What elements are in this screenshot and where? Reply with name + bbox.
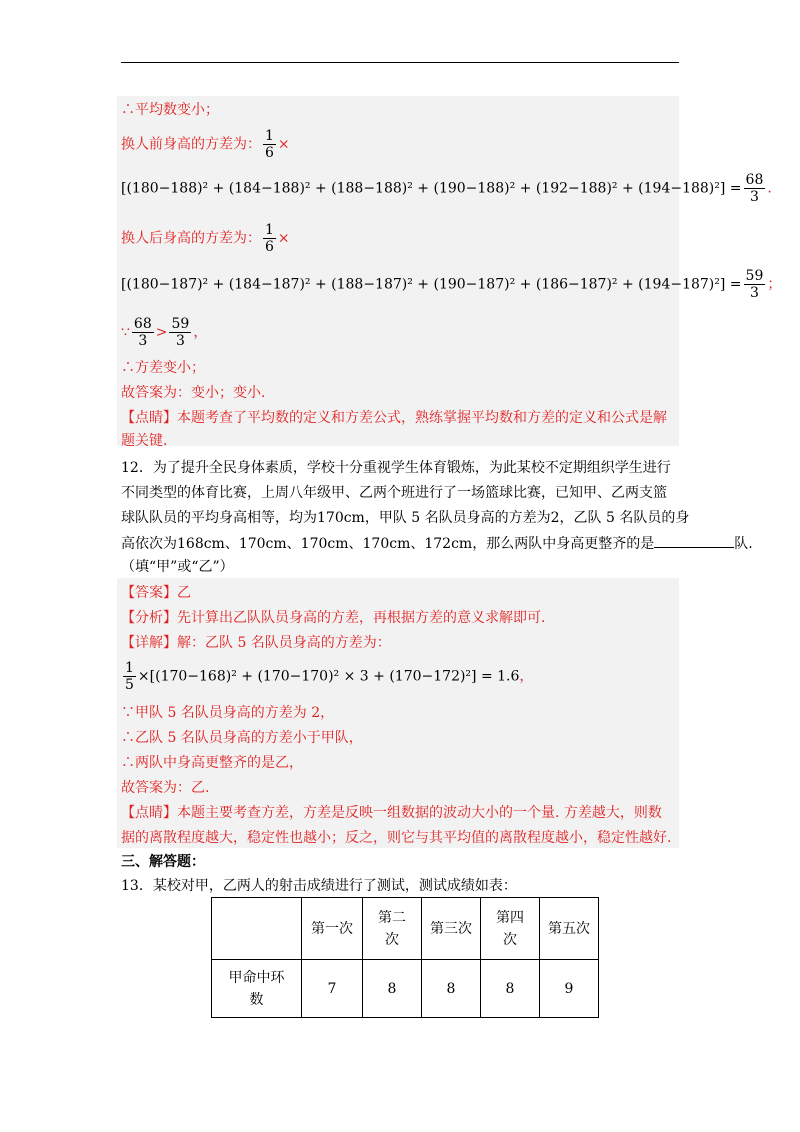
- score-table: [211, 897, 599, 1018]
- table-cell: 9: [540, 960, 599, 1018]
- table-header-cell: 第三次: [422, 898, 481, 960]
- q11-mean-smaller: ∴平均数变小；: [121, 102, 219, 118]
- q12-detail-line: [121, 633, 391, 653]
- table-header-cell: 第五次: [540, 898, 599, 960]
- q12-calc-end: ，: [519, 668, 534, 685]
- table-cell: 7: [302, 960, 363, 1018]
- q12-fill-hint: （填“甲”或“乙”）: [121, 559, 234, 575]
- header-rule: [121, 62, 679, 63]
- comment-text: 本题考查了平均数的定义和方差公式，熟练掌握平均数和方差的定义和公式是解: [177, 410, 667, 426]
- q11-before-result: $\frac{68}{3}$: [745, 172, 764, 205]
- q11-after-formula: [121, 268, 781, 301]
- q12-answer-final: 故答案为：乙.: [121, 780, 210, 796]
- q11-comment-line2: 题关键.: [121, 433, 168, 449]
- table-row-label: 甲命中环 数: [212, 960, 302, 1018]
- q11-one-sixth-fraction: $\frac{1}{6}$: [265, 128, 274, 161]
- q11-before-formula: [121, 172, 772, 205]
- q11-after-end: ；: [767, 276, 782, 293]
- q12-heights: 高依次为168cm、170cm、170cm、170cm、172cm，那么两队中身高更整齐的是: [121, 536, 655, 552]
- q11-after-result: $\frac{59}{3}$: [745, 268, 764, 301]
- table-header-cell: [212, 898, 302, 960]
- q12-stem-line2: 不同类型的体育比赛，上周八年级甲、乙两个班进行了一场篮球比赛，已知甲、乙两支篮: [121, 485, 667, 501]
- q12-reason3: ∴两队中身高更整齐的是乙，: [121, 755, 303, 771]
- table-header-cell: 第四 次: [481, 898, 540, 960]
- q12-stem-line3: 球队队员的平均身高相等，均为170cm，甲队 5 名队员身高的方差为2，乙队 5 名队员的身: [121, 510, 690, 526]
- table-header-cell: 第一次: [302, 898, 363, 960]
- q11-variance-smaller: ∴方差变小；: [121, 360, 205, 376]
- q11-comment-line1: [121, 408, 667, 428]
- comment-tag: 【点睛】: [121, 805, 177, 821]
- table-cell: 8: [363, 960, 422, 1018]
- q11-compare-comma: ，: [193, 324, 208, 341]
- q12-comment-line2: 据的离散程度越大，稳定性也越小；反之，则它与其平均值的离散程度越小，稳定性越好.: [121, 830, 672, 846]
- q12-reason2: ∴乙队 5 名队员身高的方差小于甲队，: [121, 730, 363, 746]
- q11-before-end: .: [767, 180, 772, 197]
- comment-text: 本题主要考查方差，方差是反映一组数据的波动大小的一个量. 方差越大，则数: [177, 805, 662, 821]
- q13-stem: 13．某校对甲，乙两人的射击成绩进行了测试，测试成绩如表：: [121, 878, 517, 894]
- q11-one-sixth-fraction-2: $\frac{1}{6}$: [265, 222, 274, 255]
- table-header-cell: 第二 次: [363, 898, 422, 960]
- q12-analysis-line: [121, 608, 545, 628]
- q12-answer-line: [121, 583, 191, 603]
- q12-calc-expression: ×[(170−168)² + (170−170)² × 3 + (170−172)²] = 1.6: [137, 668, 520, 685]
- detail-text: 解：乙队 5 名队员身高的方差为：: [177, 635, 391, 651]
- q11-after-expression: [(180−187)² + (184−187)² + (188−187)² + (190−187)² + (186−187)² + (194−187)²] =: [121, 276, 742, 293]
- q11-after-label: 换人后身高的方差为：: [121, 230, 261, 247]
- q12-team-suffix: 队.: [734, 536, 753, 552]
- greater-than-sign: >: [155, 324, 168, 341]
- section-heading: 三、解答题：: [121, 854, 205, 870]
- table-cell: 8: [481, 960, 540, 1018]
- q11-before-label: 换人前身高的方差为：: [121, 136, 261, 153]
- q11-times-sign: ×: [277, 136, 290, 153]
- q11-compare-line: [121, 316, 207, 349]
- table-row: [212, 960, 599, 1018]
- q11-after-line: [121, 222, 290, 255]
- detail-tag: 【详解】: [121, 635, 177, 651]
- q12-calculation: [121, 660, 533, 693]
- because-symbol: ∵: [121, 324, 130, 341]
- answer-value: 乙: [177, 585, 191, 601]
- q11-before-line: [121, 128, 290, 161]
- q12-one-fifth-fraction: $\frac{1}{5}$: [125, 660, 134, 693]
- q11-times-sign-2: ×: [277, 230, 290, 247]
- answer-tag: 【答案】: [121, 585, 177, 601]
- q12-stem-line1: 12．为了提升全民身体素质，学校十分重视学生体育锻炼，为此某校不定期组织学生进行: [121, 460, 671, 476]
- table-cell: 8: [422, 960, 481, 1018]
- answer-blank: [654, 533, 734, 548]
- q11-compare-right: $\frac{59}{3}$: [171, 316, 190, 349]
- table-header-row: [212, 898, 599, 960]
- q11-before-expression: [(180−188)² + (184−188)² + (188−188)² + (190−188)² + (192−188)² + (194−188)²] =: [121, 180, 742, 197]
- q12-comment-line1: [121, 803, 662, 823]
- q11-answer: 故答案为：变小；变小.: [121, 385, 266, 401]
- comment-tag: 【点睛】: [121, 410, 177, 426]
- q11-compare-left: $\frac{68}{3}$: [133, 316, 152, 349]
- q12-stem-line4: [121, 533, 753, 554]
- q12-reason1: ∵甲队 5 名队员身高的方差为 2，: [121, 705, 335, 721]
- analysis-text: 先计算出乙队队员身高的方差，再根据方差的意义求解即可.: [177, 610, 546, 626]
- analysis-tag: 【分析】: [121, 610, 177, 626]
